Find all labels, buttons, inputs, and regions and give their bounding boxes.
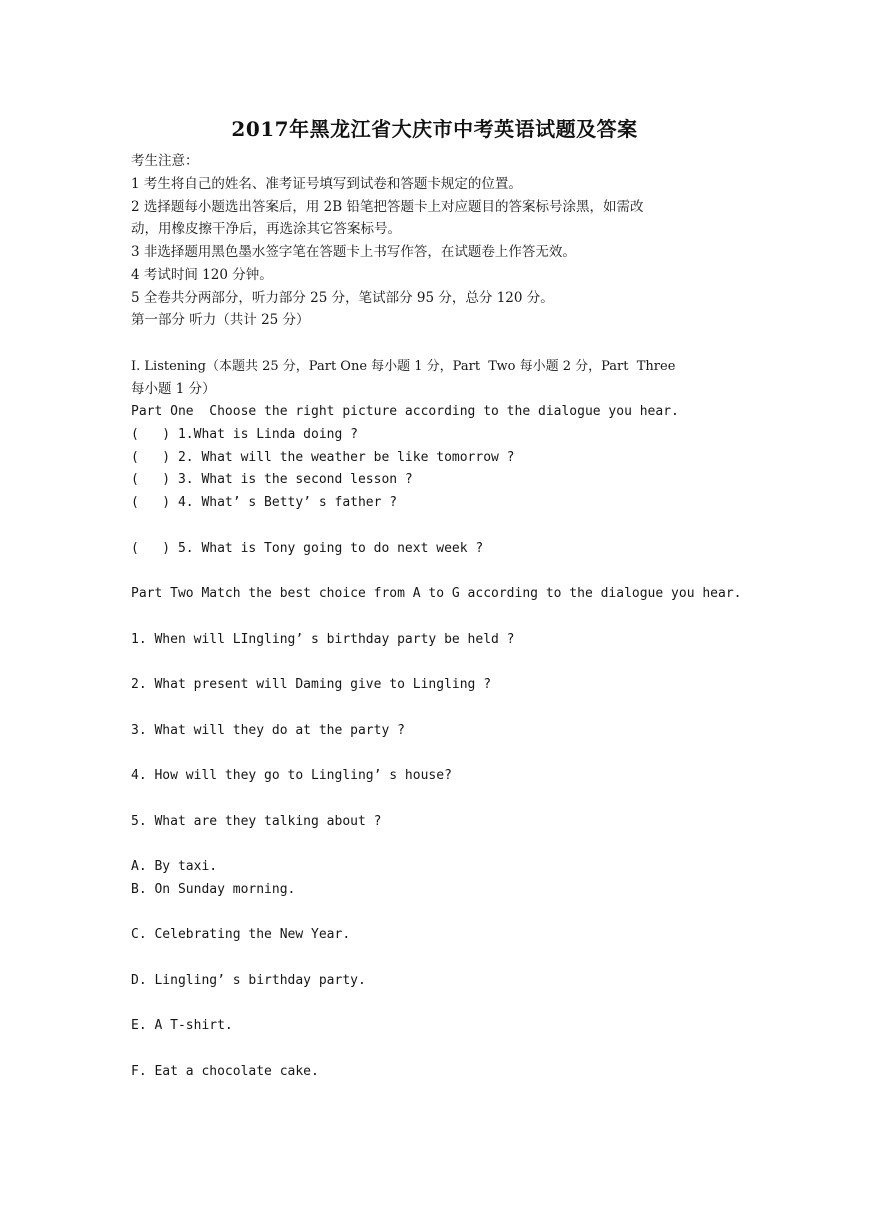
- notice-item: 1 考生将自己的姓名、准考证号填写到试卷和答题卡规定的位置。: [131, 176, 522, 192]
- question-item: 2. What present will Daming give to Lingling ?: [131, 677, 492, 692]
- document-title: 2017年黑龙江省大庆市中考英语试题及答案: [231, 117, 638, 141]
- question-item: 4. How will they go to Lingling’ s house?: [131, 768, 452, 783]
- answer-option: B. On Sunday morning.: [131, 882, 296, 897]
- part-two-heading: Part Two Match the best choice from A to G according to the dialogue you hear.: [131, 586, 742, 601]
- answer-option: A. By taxi.: [131, 859, 218, 874]
- notice-item: 5 全卷共分两部分，听力部分 25 分，笔试部分 95 分，总分 120 分。: [131, 290, 554, 306]
- question-item: ( ) 2. What will the weather be like tomorrow ?: [131, 450, 515, 465]
- question-item: ( ) 1.What is Linda doing ?: [131, 427, 358, 442]
- question-item: 3. What will they do at the party ?: [131, 723, 405, 738]
- question-item: 5. What are they talking about ?: [131, 814, 382, 829]
- question-item: ( ) 3. What is the second lesson ?: [131, 472, 413, 487]
- listening-intro-cont: 每小题 1 分）: [131, 381, 216, 397]
- part-one-heading: Part One Choose the right picture according to the dialogue you hear.: [131, 404, 679, 419]
- notice-item: 3 非选择题用黑色墨水签字笔在答题卡上书写作答，在试题卷上作答无效。: [131, 244, 576, 260]
- notice-item: 2 选择题每小题选出答案后，用 2B 铅笔把答题卡上对应题目的答案标号涂黑，如需改: [131, 199, 644, 215]
- question-item: ( ) 4. What’ s Betty’ s father ?: [131, 495, 398, 510]
- answer-option: C. Celebrating the New Year.: [131, 927, 351, 942]
- notice-item: 动，用橡皮擦干净后，再选涂其它答案标号。: [131, 221, 401, 237]
- answer-option: D. Lingling’ s birthday party.: [131, 973, 366, 988]
- question-item: ( ) 5. What is Tony going to do next week ?: [131, 541, 484, 556]
- question-item: 1. When will LIngling’ s birthday party be held ?: [131, 632, 515, 647]
- notice-heading: 考生注意：: [131, 153, 199, 169]
- section-heading: 第一部分 听力（共计 25 分）: [131, 312, 310, 328]
- notice-item: 4 考试时间 120 分钟。: [131, 267, 273, 283]
- listening-intro: I. Listening（本题共 25 分，Part One 每小题 1 分，Part Two 每小题 2 分，Part Three: [131, 359, 676, 374]
- answer-option: F. Eat a chocolate cake.: [131, 1064, 319, 1079]
- answer-option: E. A T-shirt.: [131, 1018, 233, 1033]
